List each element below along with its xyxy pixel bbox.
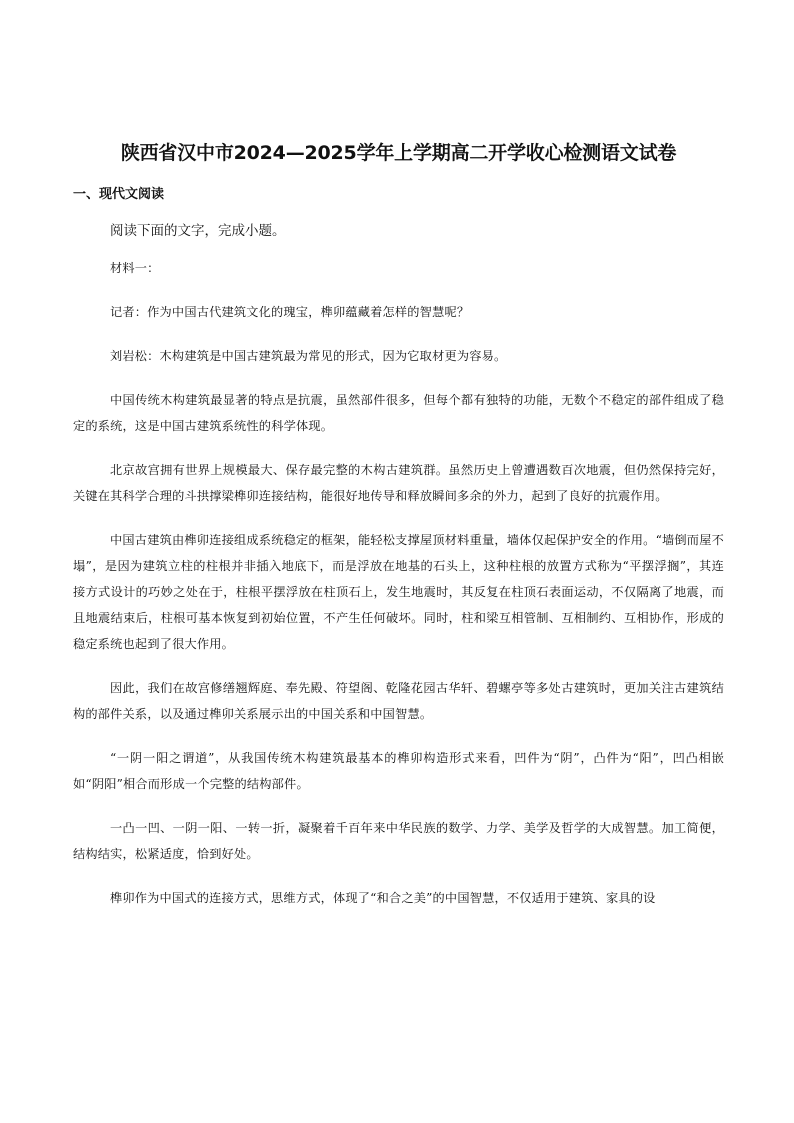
reading-instruction: 阅读下面的文字，完成小题。 [110,223,286,239]
section-heading: 一、现代文阅读 [73,187,165,202]
paragraph: 一凸一凹、一阴一阳、一转一折，凝聚着千百年来中华民族的数学、力学、美学及哲学的大成智慧。加工简便，结构结实，松紧适度，恰到好处。 [73,821,724,861]
paragraph: 中国古建筑由榫卯连接组成系统稳定的框架，能轻松支撑屋顶材料重量，墙体仅起保护安全的作用。“墙倒而屋不塌”，是因为建筑立柱的柱根并非插入地底下，而是浮放在地基的石头上，这种柱根的放置方式称为“平摆浮搁”，其连接方式设计的巧妙之处在于，柱根平摆浮放在柱顶石上，发生地震时，其反复在柱顶石表面运动，不仅隔离了地震，而且地震结束后，柱根可基本恢复到初始位置，不产生任何破坏。同时，柱和梁互相管制、互相制约、互相协作，形成的稳定系统也起到了很大作用。 [73,533,724,651]
paragraph: “一阴一阳之谓道”，从我国传统木构建筑最基本的榫卯构造形式来看，凹件为“阴”，凸件为“阳”，凹凸相嵌如“阴阳”相合而形成一个完整的结构部件。 [73,751,724,791]
paragraph: 因此，我们在故宫修缮翘辉庭、奉先殿、符望阁、乾隆花园古华轩、碧螺亭等多处古建筑时，更加关注古建筑结构的部件关系，以及通过榫卯关系展示出的中国关系和中国智慧。 [73,681,724,721]
paragraph: 记者：作为中国古代建筑文化的瑰宝，榫卯蕴藏着怎样的智慧呢？ [110,305,470,319]
paragraph: 榫卯作为中国式的连接方式，思维方式，体现了“和合之美”的中国智慧，不仅适用于建筑、家具的设 [110,891,656,905]
paragraph: 北京故宫拥有世界上规模最大、保存最完整的木构古建筑群。虽然历史上曾遭遇数百次地震，但仍然保持完好，关键在其科学合理的斗拱撑梁榫卯连接结构，能很好地传导和释放瞬间多余的外力，起到了良好的抗震作用。 [73,463,724,503]
paragraph: 材料一： [110,261,160,275]
paragraph: 中国传统木构建筑最显著的特点是抗震，虽然部件很多，但每个都有独特的功能，无数个不稳定的部件组成了稳定的系统，这是中国古建筑系统性的科学体现。 [73,393,724,433]
document-title: 陕西省汉中市2024—2025学年上学期高二开学收心检测语文试卷 [120,142,677,164]
reading-passage [73,255,724,911]
paragraph: 刘岩松：木构建筑是中国古建筑最为常见的形式，因为它取材更为容易。 [110,349,507,363]
